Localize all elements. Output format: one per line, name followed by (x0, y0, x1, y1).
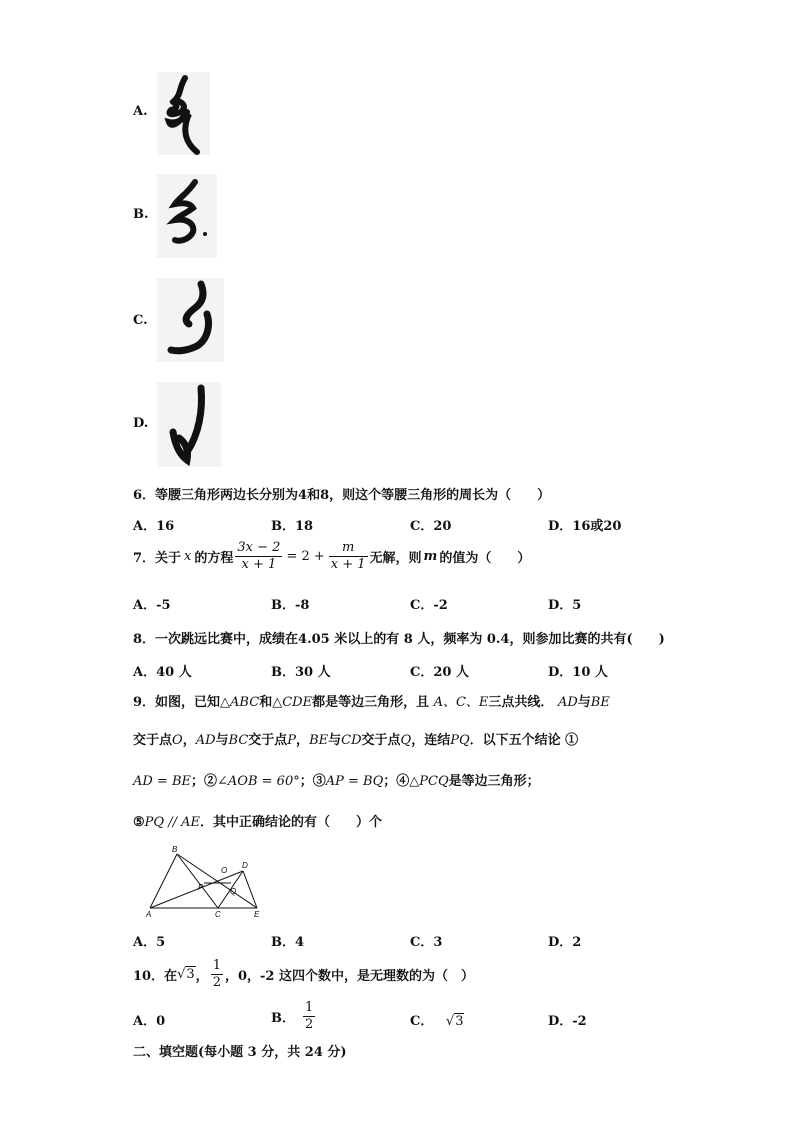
q9-pq: PQ (450, 733, 470, 748)
q9-bc: BC (228, 733, 249, 748)
q9-conclusion-1: AD = BE (133, 774, 192, 789)
q10-a: 10．在 (133, 969, 178, 984)
q9-l3b: ；③ (299, 774, 326, 789)
q7-fraction-1 (235, 540, 282, 573)
q9-o: O (172, 733, 183, 748)
fig-label-b: B (172, 845, 178, 854)
q9-tri2: △CDE (272, 695, 313, 710)
q9-l3c: ；④ (383, 774, 410, 789)
q7-var-x: x (184, 549, 192, 564)
q10-option-c-label: C． (410, 1014, 434, 1029)
q9-l1e: 与 (577, 695, 591, 710)
option-b-label: B. (133, 207, 149, 222)
calligraphy-image-a (157, 72, 210, 155)
q9-l1c: 都是等边三角形，且 (312, 695, 434, 710)
q9-conclusion-5: PQ // AE (144, 815, 200, 830)
fig-label-a: A (146, 910, 152, 919)
q9-option-a: A．5 (133, 935, 166, 950)
option-a-label: A. (133, 104, 148, 119)
q10-option-c (410, 1010, 464, 1029)
question-9-line-3 (133, 770, 540, 789)
q9-tri1: △ABC (220, 695, 260, 710)
q10-half-den: 2 (212, 975, 221, 990)
q10-option-b-num: 1 (305, 1000, 314, 1015)
q10-option-a: A．0 (133, 1014, 166, 1029)
q9-l3d: 是等边三角形； (448, 774, 540, 789)
q9-l2g: 交于点 (361, 733, 401, 748)
q7-frac1-num: 3x − 2 (237, 540, 281, 555)
fig-label-d: D (242, 861, 248, 870)
q10-half-num: 1 (212, 958, 221, 973)
q8-option-c: C．20 人 (410, 665, 469, 680)
q9-l2a: 交于点 (133, 733, 173, 748)
q9-l2f: 与 (328, 733, 342, 748)
q6-option-c: C．20 (410, 519, 452, 534)
q9-l2d: 交于点 (248, 733, 288, 748)
q9-conclusion-2: ∠AOB = 60° (217, 774, 300, 789)
q10-half (211, 958, 223, 991)
calligraphy-image-c (157, 278, 224, 362)
q9-option-b: B．4 (271, 935, 305, 950)
q10-b: ， (195, 969, 209, 984)
fig-label-p: P (198, 883, 204, 892)
q7-frac2-den: x + 1 (330, 557, 366, 572)
q9-l1d: 三点共线． (488, 695, 554, 710)
q9-points: A、C、E (433, 695, 489, 710)
fig-label-e: E (254, 910, 260, 919)
q9-be2: BE (309, 733, 329, 748)
option-c-label: C. (133, 313, 148, 328)
option-d-label: D. (133, 416, 149, 431)
fig-label-c: C (215, 910, 221, 919)
q9-option-c: C．3 (410, 935, 443, 950)
q9-l2i: ．以下五个结论 ① (469, 733, 579, 748)
question-10-text (133, 958, 474, 991)
question-8-text: 8．一次跳远比赛中，成绩在4.05 米以上的有 8 人，频率为 0.4，则参加比赛的共有( ) (133, 632, 665, 647)
q9-ad2: AD (195, 733, 216, 748)
q6-option-a: A．16 (133, 519, 175, 534)
q10-c: ，0，-2 这四个数中，是无理数的为（ ） (224, 969, 474, 984)
fig-label-q: Q (230, 887, 237, 896)
q9-conclusion-3: AP = BQ (325, 774, 384, 789)
q7-option-c: C．-2 (410, 598, 448, 613)
q9-l1b: 和 (259, 695, 273, 710)
q9-ad: AD (557, 695, 578, 710)
q7-prefix: 7．关于 (133, 551, 182, 566)
q8-option-d: D．10 人 (548, 665, 608, 680)
q9-conclusion-4: △PCQ (409, 774, 449, 789)
q10-option-b-den: 2 (305, 1017, 314, 1032)
q7-suffix2: 的值为（ ） (439, 551, 531, 566)
q7-var-m: m (423, 549, 438, 564)
q9-l1a: 9．如图，已知 (133, 695, 221, 710)
q9-l4b: ．其中正确结论的有（ ）个 (199, 815, 382, 830)
q10-sqrt3: √3 (177, 967, 195, 982)
q8-option-b: B．30 人 (271, 665, 331, 680)
q9-l2e: ， (296, 733, 310, 748)
q9-geometry-figure (140, 842, 270, 920)
q10-option-c-sqrt: √3 (445, 1014, 464, 1029)
q10-option-b-fraction (303, 1000, 315, 1033)
q9-q: Q (400, 733, 412, 748)
q9-l3a: ；② (191, 774, 218, 789)
q10-option-b-label: B． (271, 1011, 295, 1026)
q7-fraction-2 (329, 540, 368, 573)
q9-p: P (287, 733, 297, 748)
question-6-text: 6．等腰三角形两边长分别为4和8，则这个等腰三角形的周长为（ ） (133, 488, 551, 503)
q9-cd: CD (341, 733, 362, 748)
q7-mid: 的方程 (194, 551, 234, 566)
fig-label-o: O (221, 866, 228, 875)
q9-be: BE (590, 695, 610, 710)
q7-option-b: B．-8 (271, 598, 310, 613)
q10-sqrt3-radicand: 3 (186, 967, 195, 982)
question-7-text (133, 540, 530, 573)
q7-option-a: A．-5 (133, 598, 171, 613)
calligraphy-image-b (157, 174, 217, 258)
calligraphy-image-d (157, 382, 221, 467)
q10-option-c-radicand: 3 (455, 1014, 464, 1029)
section-2-heading: 二、填空题(每小题 3 分，共 24 分) (133, 1045, 347, 1060)
q10-option-d: D．-2 (548, 1014, 587, 1029)
question-9-line-2 (133, 729, 578, 748)
q9-l2h: ，连结 (411, 733, 451, 748)
q7-frac1-den: x + 1 (241, 557, 277, 572)
q6-option-d: D．16或20 (548, 519, 622, 534)
q9-l4a: ⑤ (133, 815, 145, 830)
q9-option-d: D．2 (548, 935, 582, 950)
q9-l2b: ， (182, 733, 196, 748)
q8-option-a: A．40 人 (133, 665, 192, 680)
q7-equals: = 2 + (286, 549, 325, 564)
q10-option-b (271, 1000, 317, 1033)
q7-frac2-num: m (329, 540, 368, 557)
q9-l2c: 与 (215, 733, 229, 748)
q7-option-d: D．5 (548, 598, 582, 613)
question-9-line-1 (133, 691, 610, 710)
q6-option-b: B．18 (271, 519, 314, 534)
question-9-line-4 (133, 811, 382, 830)
q7-suffix1: 无解，则 (369, 551, 422, 566)
